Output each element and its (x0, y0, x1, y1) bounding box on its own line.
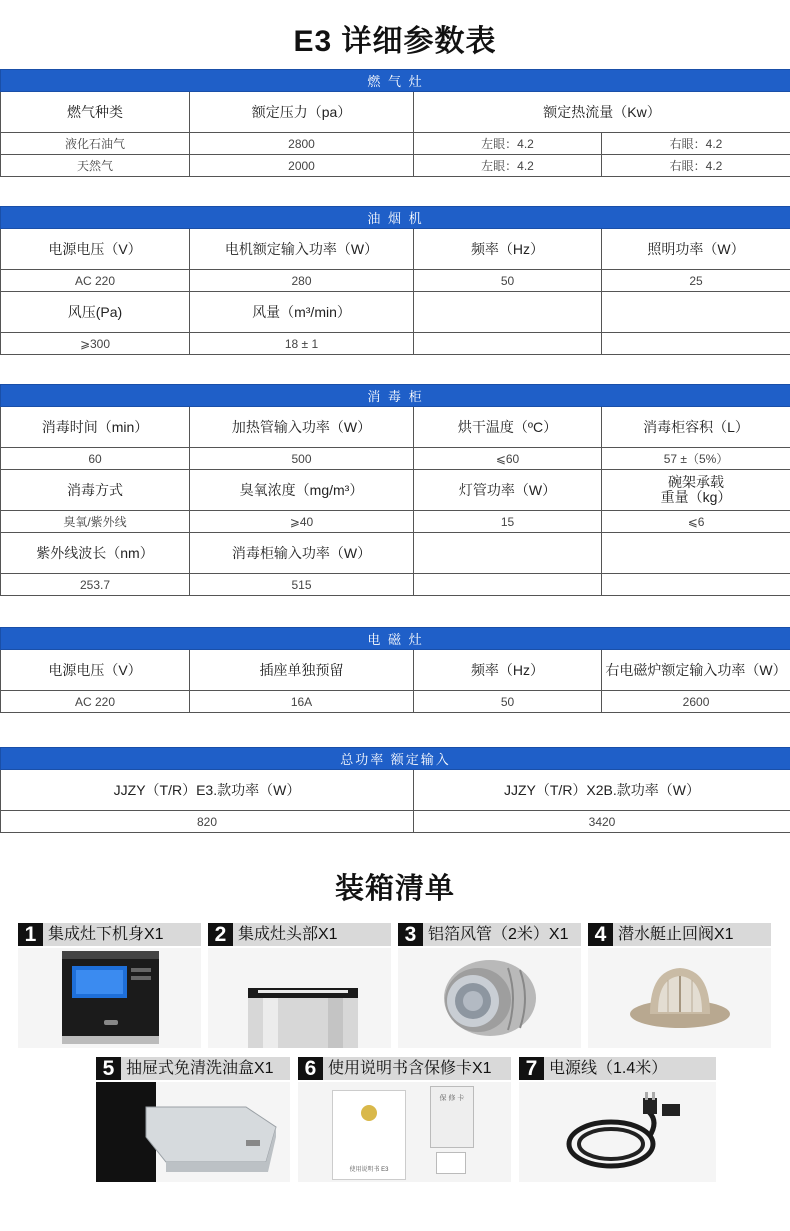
item-label: 使用说明书含保修卡X1 (328, 1060, 492, 1077)
item-number: 1 (18, 923, 43, 946)
item-label: 集成灶头部X1 (238, 926, 338, 943)
foil-duct-image (398, 948, 581, 1048)
packing-item-1 (18, 923, 201, 1048)
item-label: 抽屉式免清洗油盒X1 (126, 1060, 274, 1077)
cell-motor-power: 280 (190, 270, 414, 292)
section-title-total-power: 总功率 额定输入 (1, 748, 790, 770)
packing-item-header (588, 923, 771, 946)
table-row (1, 155, 790, 177)
header-rack-load-line1: 碗架承载 (668, 474, 725, 490)
empty-cell (602, 333, 790, 355)
header-lamp-power: 灯管功率（W） (414, 470, 602, 511)
cell-air-volume: 18 ± 1 (190, 333, 414, 355)
empty-cell (414, 333, 602, 355)
cell-right-burner: 右眼：4.2 (602, 133, 790, 155)
packing-item-header (398, 923, 581, 946)
empty-cell (414, 533, 602, 574)
item-number: 3 (398, 923, 423, 946)
item-number: 7 (519, 1057, 544, 1080)
stove-body-image (18, 948, 201, 1048)
header-right-induction-power: 右电磁炉额定输入功率（W） (602, 650, 790, 691)
header-socket: 插座单独预留 (190, 650, 414, 691)
item-label: 铝箔风管（2米）X1 (428, 926, 569, 943)
cell-cabinet-volume: 57 ±（5%） (602, 448, 790, 470)
cell-frequency: 50 (414, 691, 602, 713)
cell-left-burner: 左眼：4.2 (414, 133, 602, 155)
cell-gas-type: 天然气 (1, 155, 190, 177)
item-label: 集成灶下机身X1 (48, 926, 164, 943)
cell-right-burner: 右眼：4.2 (602, 155, 790, 177)
header-ozone-concentration: 臭氧浓度（mg/m³） (190, 470, 414, 511)
header-e3-power: JJZY（T/R）E3.款功率（W） (1, 770, 414, 811)
section-title-induction: 电 磁 灶 (1, 628, 790, 650)
cell-air-pressure: ⩾300 (1, 333, 190, 355)
header-frequency: 频率（Hz） (414, 229, 602, 270)
empty-cell (414, 574, 602, 596)
item-number: 5 (96, 1057, 121, 1080)
cell-pressure: 2800 (190, 133, 414, 155)
section-title-gas-stove: 燃 气 灶 (1, 70, 790, 92)
header-rated-pressure: 额定压力（pa） (190, 92, 414, 133)
manual-and-warranty-image (298, 1082, 511, 1182)
oil-box-image (96, 1082, 290, 1182)
item-label: 电源线（1.4米） (549, 1060, 668, 1077)
warranty-card (430, 1086, 474, 1148)
power-cord-image (519, 1082, 716, 1182)
cell-sterilize-method: 臭氧/紫外线 (1, 511, 190, 533)
packing-item-header (208, 923, 391, 946)
header-air-pressure: 风压(Pa) (1, 292, 190, 333)
cell-x2b-power: 3420 (414, 811, 790, 833)
cell-pressure: 2000 (190, 155, 414, 177)
page-title: E3 详细参数表 (293, 25, 497, 58)
table-row (1, 133, 790, 155)
table-row (1, 574, 790, 596)
header-sterilize-time: 消毒时间（min） (1, 407, 190, 448)
small-card (436, 1152, 466, 1174)
packing-item-6 (298, 1057, 511, 1182)
gas-stove-table (0, 69, 790, 177)
cell-lighting-power: 25 (602, 270, 790, 292)
header-rack-load-line2: 重量（kg） (660, 489, 732, 505)
cell-uv-wavelength: 253.7 (1, 574, 190, 596)
header-rack-load (602, 470, 790, 511)
cell-cabinet-input-power: 515 (190, 574, 414, 596)
item-number: 4 (588, 923, 613, 946)
header-sterilize-method: 消毒方式 (1, 470, 190, 511)
header-heater-power: 加热管输入功率（W） (190, 407, 414, 448)
table-row (1, 448, 790, 470)
manual-cover-text: 使用说明书 E3 (349, 1167, 389, 1173)
table-row (1, 270, 790, 292)
packing-item-header (519, 1057, 716, 1080)
empty-cell (602, 292, 790, 333)
section-title-sterilizer: 消 毒 柜 (1, 385, 790, 407)
packing-item-header (18, 923, 201, 946)
range-hood-table (0, 206, 790, 355)
table-row (1, 333, 790, 355)
item-label: 潜水艇止回阀X1 (618, 926, 734, 943)
cell-socket: 16A (190, 691, 414, 713)
induction-table (0, 627, 790, 713)
item-number: 6 (298, 1057, 323, 1080)
cell-gas-type: 液化石油气 (1, 133, 190, 155)
stove-head-image (208, 948, 391, 1048)
item-number: 2 (208, 923, 233, 946)
header-drying-temp: 烘干温度（ºC） (414, 407, 602, 448)
header-cabinet-volume: 消毒柜容积（L） (602, 407, 790, 448)
cell-rack-load: ⩽6 (602, 511, 790, 533)
cell-right-induction-power: 2600 (602, 691, 790, 713)
packing-item-7 (519, 1057, 716, 1182)
packing-item-2 (208, 923, 391, 1048)
cell-heater-power: 500 (190, 448, 414, 470)
table-row (1, 811, 790, 833)
empty-cell (602, 574, 790, 596)
total-power-table (0, 747, 790, 833)
cell-drying-temp: ⩽60 (414, 448, 602, 470)
packing-item-4 (588, 923, 771, 1048)
brand-logo-icon (361, 1105, 377, 1121)
header-voltage: 电源电压（V） (1, 229, 190, 270)
header-uv-wavelength: 紫外线波长（nm） (1, 533, 190, 574)
cell-voltage: AC 220 (1, 270, 190, 292)
section-title-range-hood: 油 烟 机 (1, 207, 790, 229)
cell-frequency: 50 (414, 270, 602, 292)
empty-cell (414, 292, 602, 333)
header-motor-power: 电机额定输入功率（W） (190, 229, 414, 270)
check-valve-image (588, 948, 771, 1048)
header-voltage: 电源电压（V） (1, 650, 190, 691)
header-frequency: 频率（Hz） (414, 650, 602, 691)
cell-ozone-concentration: ⩾40 (190, 511, 414, 533)
cell-lamp-power: 15 (414, 511, 602, 533)
manual-booklet (332, 1090, 406, 1180)
sterilizer-table (0, 384, 790, 596)
packing-item-header (96, 1057, 290, 1080)
cell-voltage: AC 220 (1, 691, 190, 713)
packing-list-title: 装箱清单 (334, 873, 455, 905)
cell-sterilize-time: 60 (1, 448, 190, 470)
header-x2b-power: JJZY（T/R）X2B.款功率（W） (414, 770, 790, 811)
header-air-volume: 风量（m³/min） (190, 292, 414, 333)
packing-item-header (298, 1057, 511, 1080)
header-lighting-power: 照明功率（W） (602, 229, 790, 270)
header-rated-heat-flow: 额定热流量（Kw） (414, 92, 790, 133)
warranty-card-text: 保 修 卡 (439, 1095, 465, 1102)
empty-cell (602, 533, 790, 574)
cell-e3-power: 820 (1, 811, 414, 833)
table-row (1, 511, 790, 533)
packing-item-3 (398, 923, 581, 1048)
table-row (1, 691, 790, 713)
cell-left-burner: 左眼：4.2 (414, 155, 602, 177)
header-gas-type: 燃气种类 (1, 92, 190, 133)
header-cabinet-input-power: 消毒柜输入功率（W） (190, 533, 414, 574)
packing-item-5 (96, 1057, 290, 1182)
